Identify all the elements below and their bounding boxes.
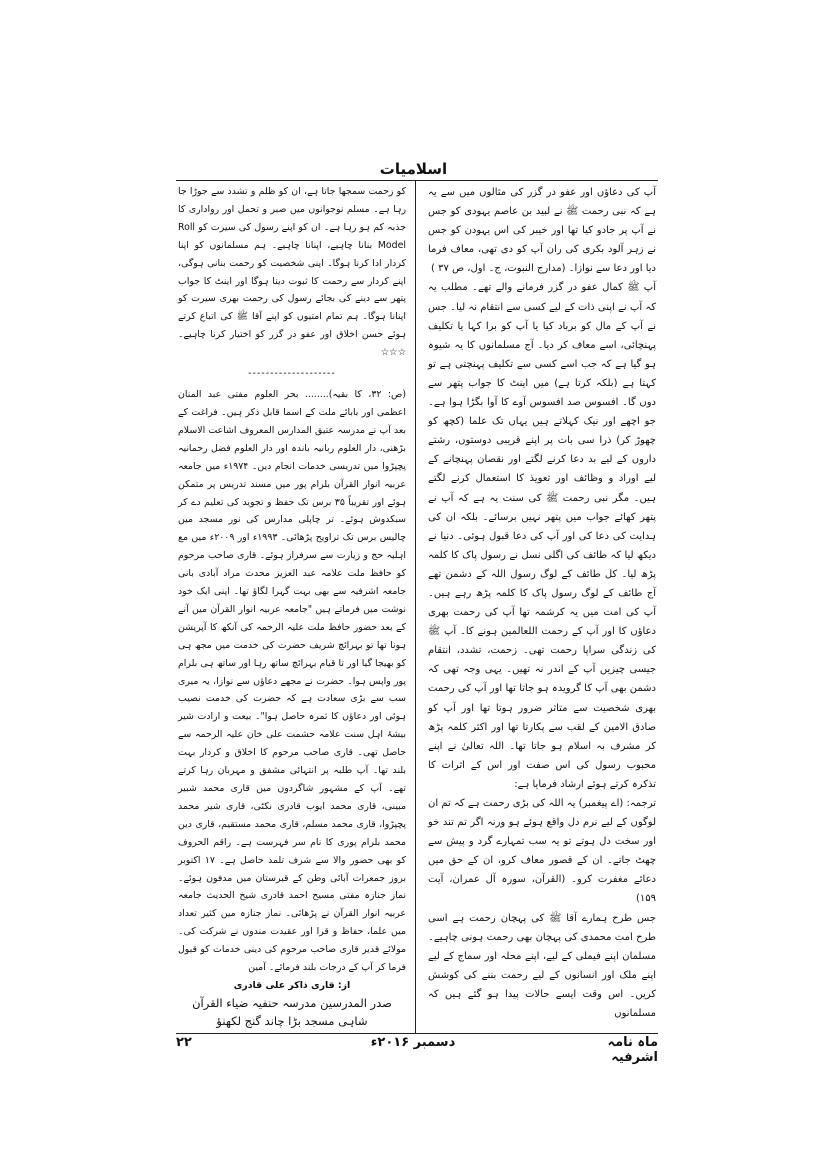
left-paragraph-2: (ص: ۳۲، کا بقیہ)........ بحر العلوم مفتی عبد المنان اعظمی اور بابائے ملت کے اسما قابل ذکر ہیں۔ فراغت کے بعد آپ نے مدرسہ عتیق المدارس المعروف اشاعت الاسلام بڑھنی، دار العلوم ربانیہ باندہ اور دار العلوم فضل رحمانیہ پچپڑوا میں تدریسی خدمات انجام دیں۔ ۱۹۷۴ء میں جامعہ عربیہ انوار القرآن بلرام پور میں مسند تدریس پر متمکن ہوئے اور تقریباً ۳۵ برس تک حفظ و تجوید کی تعلیم دے کر سبکدوش ہوئے۔ تر چاپلی مدارس کی نور مسجد میں چالیس برس تک تراویح پڑھائی۔ ۱۹۹۳ء اور ۲۰۰۹ء میں مع اہلیہ حج و زیارت سے سرفراز ہوئے۔ قاری صاحب مرحوم کو حافظ ملت علامہ عبد العزیز محدث مراد آبادی بانی جامعہ اشرفیہ سے بھی بہت گہرا لگاؤ تھا۔ اپنی ایک خود نوشت میں فرماتے ہیں "جامعہ عربیہ انوار القرآن میں آنے کے بعد حضور حافظ ملت علیہ الرحمہ کی آنکھ کا آپریشن ہونا تھا تو بہرائچ شریف حضرت کی خدمت میں مجھ ہی کو بھیجا گیا اور تا قیام بہرائچ ساتھ رہا اور ساتھ ہی بلرام پور واپس ہوا۔ حضرت نے مجھے دعاؤں سے نوازا، یہ میری سب سے بڑی سعادت ہے کہ حضرت کی خدمت نصیب ہوئی اور دعاؤں کا ثمرہ حاصل ہوا"۔ بیعت و ارادت شیر بیشۂ اہل سنت علامہ حشمت علی خان علیہ الرحمہ سے حاصل تھی۔ قاری صاحب مرحوم کا اخلاق و کردار بہت بلند تھا۔ آپ طلبہ پر انتہائی مشفق و مہربان رہا کرتے تھے۔ آپ کے مشہور شاگردوں میں قاری محمد شبیر مبینی، قاری محمد ایوب قادری نکٹی، قاری شیر محمد پچپڑوا، قاری محمد مسلم، قاری محمد مستقیم، قاری دین محمد بلرام پوری کا نام سر فہرست ہے۔ راقم الحروف کو بھی حضور والا سے شرف تلمذ حاصل ہے۔ ۱۷ اکتوبر بروز جمعرات آبائی وطن کے قبرستان میں مدفون ہوئے۔ نماز جنازہ مفتی مسیح احمد قادری شیخ الحدیث جامعہ عربیہ انوار القرآن نے پڑھائی۔ نماز جنازہ میں کثیر تعداد میں علما، حفاظ و قرا اور عقیدت مندوں نے شرکت کی۔ مولائے قدیر قاری صاحب مرحوم کی دینی خدمات کو قبول فرما کر آپ کے درجات بلند فرمائے۔ آمین [178, 389, 406, 974]
author-title: صدر المدرسین مدرسہ حنفیہ ضیاء القرآن شاہی مسجد بڑا چاند گنج لکھنؤ [192, 995, 392, 1028]
footer-magazine-name: ماہ نامہ اشرفیہ [607, 1035, 658, 1065]
right-column [428, 183, 656, 1023]
author-signature: از: قاری ذاکر علی قادری [233, 979, 351, 991]
column-divider [415, 181, 416, 1033]
right-paragraph-4: جس طرح ہمارے آقا ﷺ کی پہچان رحمت ہے اسی طرح امت محمدی کی پہچان بھی رحمت ہونی چاہیے۔ مسلمان اپنے فیملی کے لیے، اپنے محلہ اور سماج کے لیے اپنے ملک اور انسانوں کے لیے رحمت بننے کی کوشش کریں۔ اس وقت ایسے حالات پیدا ہو گئے ہیں کہ مسلمانوں [428, 912, 656, 1020]
left-column [178, 183, 406, 1031]
footer-date: دسمبر ۲۰۱۶ء [370, 1035, 456, 1050]
header-rule [176, 180, 658, 181]
right-paragraph-3: ترجمہ: (اے پیغمبر) یہ اللہ کی بڑی رحمت ہے کہ تم ان لوگوں کے لیے نرم دل واقع ہوئے ہو ورنہ اگر تم تند خو اور سخت دل ہوتے تو یہ سب تمہارے گرد و پیش سے چھٹ جاتے۔ ان کے قصور معاف کرو، ان کے حق میں دعائے مغفرت کرو۔ (القرآن، سورہ آل عمران، آیت ۱۵۹) [428, 798, 656, 905]
page-header-title: اسلامیات [379, 160, 448, 178]
footer-rule [176, 1033, 658, 1034]
right-paragraph-2: آپ ﷺ کمال عفو در گزر فرمانے والے تھے۔ مطلب یہ کہ آپ نے اپنی ذات کے لیے کسی سے انتقام نہ لیا۔ جس نے آپ کے مال کو برباد کیا یا آپ کو برا کہا یا تکلیف پہنچائی، اسے معاف کر دیا۔ آج مسلمانوں کا یہ شیوہ ہو گیا ہے کہ جب اسے کسی سے تکلیف پہنچتی ہے تو کہتا ہے (بلکہ کرتا ہے) میں اینٹ کا جواب پتھر سے دوں گا۔ افسوس صد افسوس آوے کا آوا بگڑا ہوا ہے۔ جو اچھے اور نیک کہلاتے ہیں یہاں تک علما (کچھ کو چھوڑ کر) ذرا سی بات پر اپنے قریبی دوستوں، رشتے داروں کے لیے بد دعا کرنے لگتے اور نقصان پہنچانے کے لیے اوراد و وظائف اور تعویذ کا استعمال کرنے لگتے ہیں۔ مگر نبی رحمت ﷺ کی سنت یہ ہے کہ آپ نے پتھر کھائے جواب میں پتھر نہیں برسائے۔ بلکہ ان کی ہدایت کی دعا کی اور آپ کی دعا قبول ہوئی۔ دنیا نے دیکھ لیا کہ طائف کی اگلی نسل نے رسول پاک کا کلمہ پڑھ لیا۔ کل طائف کے لوگ رسول اللہ کے دشمن تھے آج طائف کے لوگ رسول پاک کا کلمہ پڑھ رہے ہیں۔ آپ کی امت میں یہ کرشمہ تھا آپ کی رحمت بھری دعاؤں کا اور آپ کے رحمت اللعالمین ہونے کا۔ آپ ﷺ کی زندگی سراپا رحمت تھی۔ زحمت، تشدد، انتقام جیسی چیزیں آپ کے اندر نہ تھیں۔ یہی وجہ تھی کہ دشمن بھی آپ کا گرویدہ ہو جاتا تھا اور آپ کی رحمت بھری شخصیت سے متاثر ضرور ہوتا تھا اور آپ کو صادق الامین کے لقب سے پکارتا تھا اور اکثر کلمہ پڑھ کر مشرف بہ اسلام ہو جاتا تھا۔ اللہ تعالیٰ نے اپنے محبوب رسول کی اس صفت اور اس کے اثرات کا تذکرہ کرتے ہوئے ارشاد فرمایا ہے: [428, 282, 656, 790]
left-paragraph-1: کو زحمت سمجھا جاتا ہے، ان کو ظلم و تشدد سے جوڑا جا رہا ہے۔ مسلم نوجوانوں میں صبر و تحمل اور رواداری کا جذبہ کم ہو رہا ہے۔ ان کو اپنے رسول کی سیرت کو Roll Model بنانا چاہیے، اپنانا چاہیے۔ ہم مسلمانوں کو اپنا کردار ادا کرنا ہوگا۔ اپنی شخصیت کو رحمت بنانی ہوگی، اپنے کردار سے رحمت کا ثبوت دینا ہوگا اور اینٹ کا جواب پتھر سے دینے کی بجائے رسول کی رحمت بھری سیرت کو اپنانا ہوگا۔ ہم تمام امتیوں کو اپنے آقا ﷺ کی اتباع کرتے ہوئے حسن اخلاق اور عفو در گزر کو اختیار کرنا چاہیے۔ ☆☆☆ [178, 186, 406, 359]
section-divider: -------------------- [248, 368, 336, 380]
right-paragraph-1: آپ کی دعاؤں اور عفو در گزر کی مثالوں میں سے یہ ہے کہ نبی رحمت ﷺ نے لبید بن عاصم یہودی کو جس نے آپ پر جادو کیا تھا اور خیبر کی اس یہودن کو جس نے زہر آلود بکری کی ران آپ کو دی تھی، معاف فرما دیا اور دعا سے نوازا۔ (مدارج النبوت، ج۔ اول، ص ۳۷ ) [428, 187, 656, 275]
footer-page-number: ۲۲ [176, 1035, 192, 1050]
